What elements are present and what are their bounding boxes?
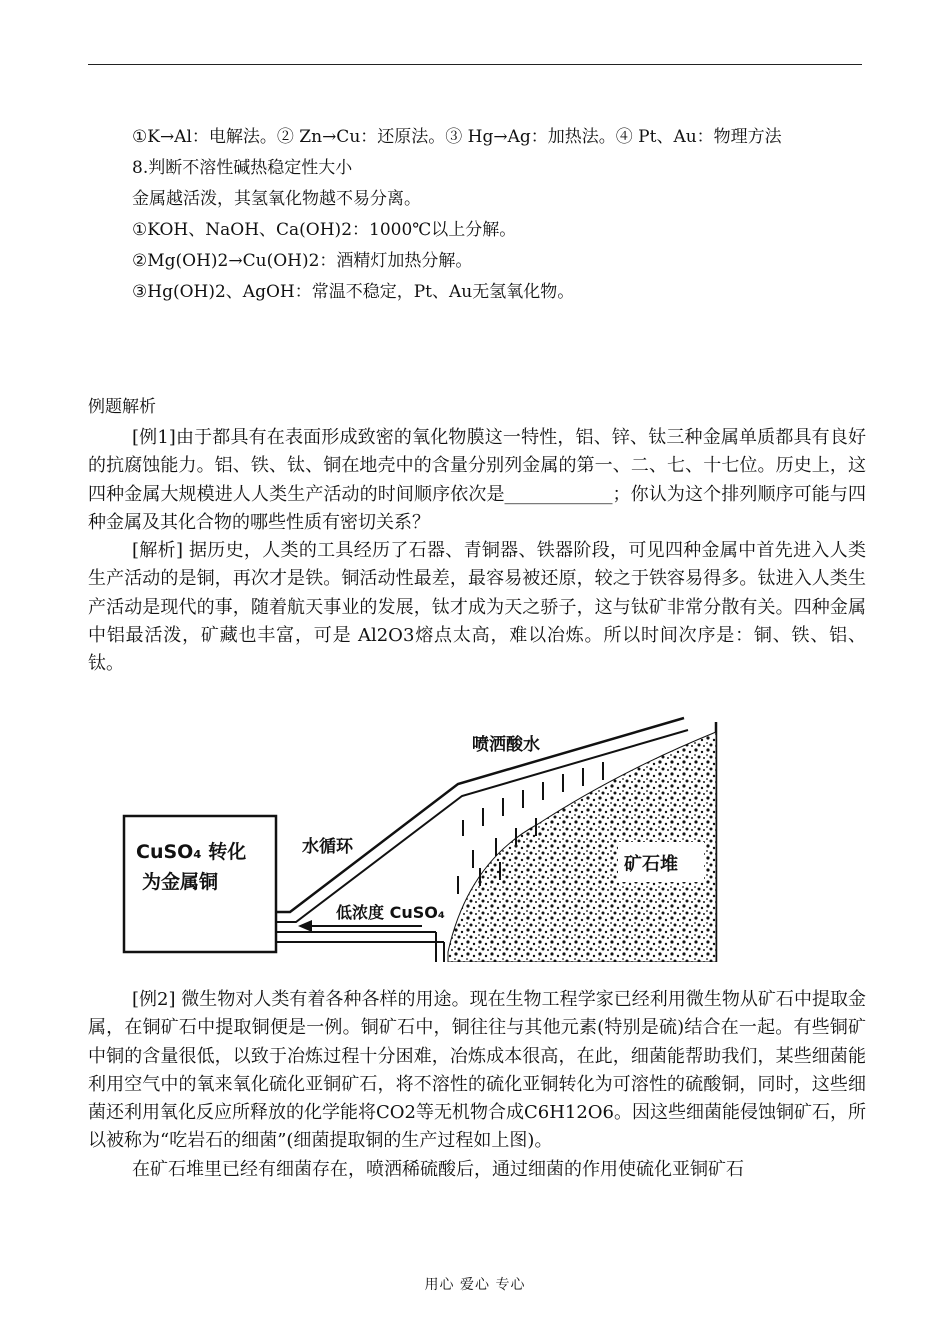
- summary-line-2: 8.判断不溶性碱热稳定性大小: [132, 158, 353, 178]
- summary-line-3: 金属越活泼，其氢氧化物越不易分离。: [132, 189, 421, 209]
- box-label-1: CuSO₄ 转化: [136, 841, 247, 863]
- summary-line-4: ①KOH、NaOH、Ca(OH)2：1000℃以上分解。: [132, 220, 517, 240]
- section-heading: 例题解析: [88, 397, 156, 417]
- low-conc-label: 低浓度 CuSO₄: [336, 903, 445, 922]
- example-1-analysis: [解析] 据历史，人类的工具经历了石器、青铜器、铁器阶段，可见四种金属中首先进入人类生产活动的是铜，再次才是铁。铜活动性最差，最容易被还原，较之于铁容易得多。钛进入人类生产活动是现代的事，随着航天事业的发展，钛才成为天之骄子，这与钛矿非常分散有关。四种金属中铝最活泼，矿藏也丰富，可是 Al2O3熔点太高，难以冶炼。所以时间次序是：铜、铁、铝、钛。: [88, 540, 866, 675]
- water-cycle-label: 水循环: [302, 837, 353, 857]
- bioleaching-diagram: [118, 712, 718, 962]
- summary-line-6: ③Hg(OH)2、AgOH：常温不稳定，Pt、Au无氢氧化物。: [132, 282, 575, 302]
- example-1-question: [例1]由于都具有在表面形成致密的氧化物膜这一特性，铝、锌、钛三种金属单质都具有良好的抗腐蚀能力。铝、铁、钛、铜在地壳中的含量分别列金属的第一、二、七、十七位。历史上，这四种金属大规模进人人类生产活动的时间顺序依次是____________；你认为这个排列顺序可能与四种金属及其化合物的哪些性质有密切关系？: [88, 427, 866, 533]
- ore-label: 矿石堆: [624, 854, 678, 875]
- box-label-2: 为金属铜: [142, 871, 219, 893]
- example-1: [88, 424, 866, 679]
- summary-line-5: ②Mg(OH)2→Cu(OH)2：酒精灯加热分解。: [132, 251, 473, 271]
- example-2-paragraph-1: [例2] 微生物对人类有着各种各样的用途。现在生物工程学家已经利用微生物从矿石中提取金属，在铜矿石中提取铜便是一例。铜矿石中，铜往往与其他元素(特别是硫)结合在一起。有些铜矿中铜的含量很低，以致于冶炼过程十分困难，冶炼成本很高，在此，细菌能帮助我们，某些细菌能利用空气中的氧来氧化硫化亚铜矿石，将不溶性的硫化亚铜转化为可溶性的硫酸铜，同时，这些细菌还利用氧化反应所释放的化学能将CO2等无机物合成C6H12O6。因这些细菌能侵蚀铜矿石，所以被称为“吃岩石的细菌”(细菌提取铜的生产过程如上图)。: [88, 989, 867, 1152]
- header-rule: [88, 64, 862, 65]
- example-2: [88, 986, 866, 1184]
- spray-label: 喷洒酸水: [472, 735, 540, 755]
- page-footer: 用心 爱心 专心: [424, 1277, 526, 1293]
- summary-line-1: ①K→Al：电解法。② Zn→Cu：还原法。③ Hg→Ag：加热法。④ Pt、Au：物理方法: [132, 127, 782, 147]
- example-2-paragraph-2: 在矿石堆里已经有细菌存在，喷洒稀硫酸后，通过细菌的作用使硫化亚铜矿石: [132, 1158, 744, 1180]
- flow-arrow-head: [298, 920, 312, 932]
